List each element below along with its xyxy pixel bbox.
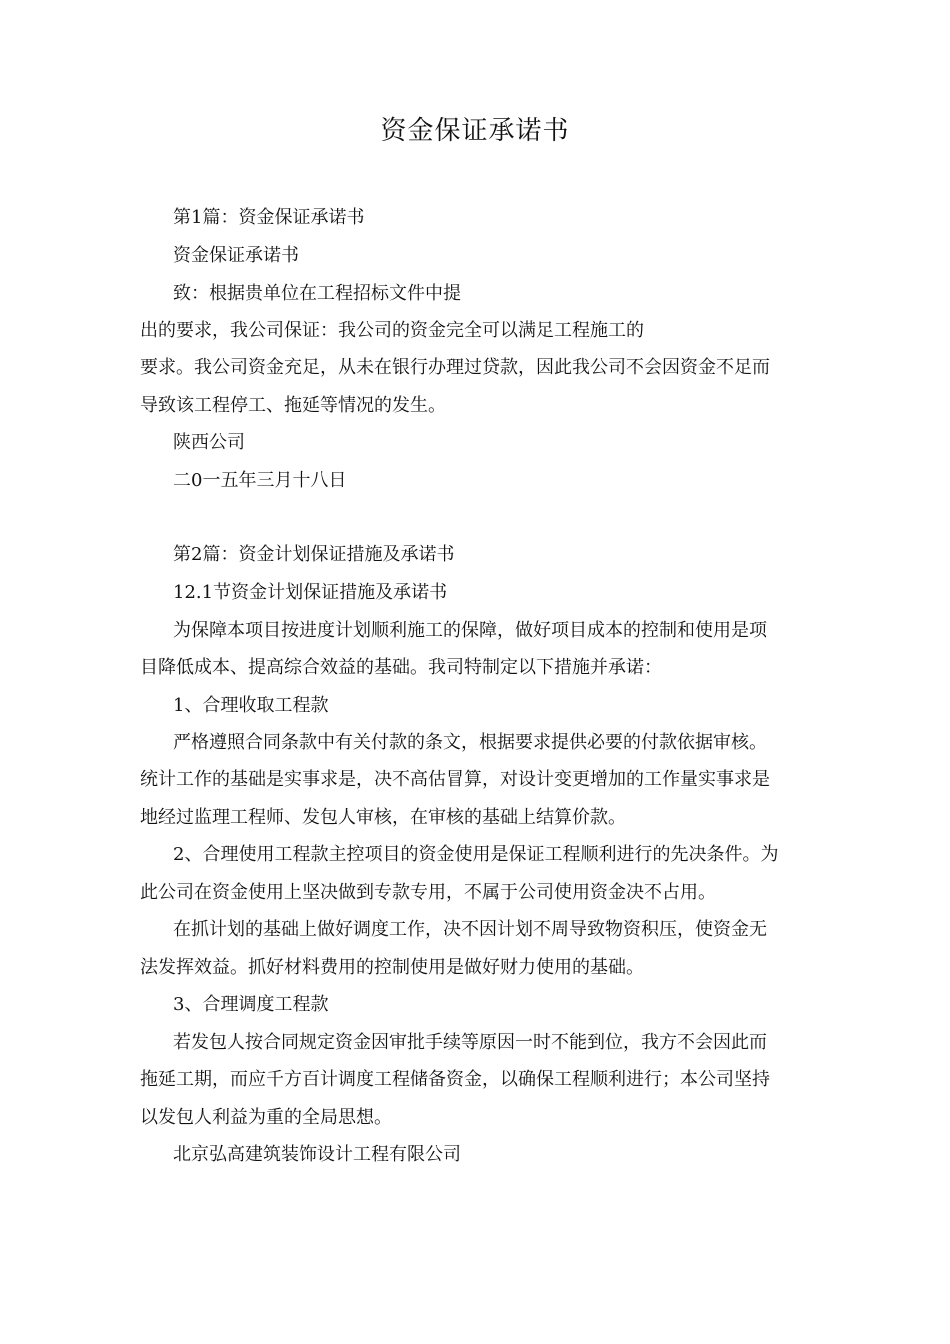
document-title: 资金保证承诺书 (380, 116, 570, 146)
signature-date: 二0一五年三月十八日 (173, 470, 347, 491)
paragraph-line: 致：根据贵单位在工程招标文件中提 (173, 283, 461, 304)
paragraph-line: 以发包人利益为重的全局思想。 (140, 1107, 392, 1128)
paragraph-line: 严格遵照合同条款中有关付款的条文，根据要求提供必要的付款依据审核。 (173, 732, 767, 753)
paragraph-line: 在抓计划的基础上做好调度工作，决不因计划不周导致物资积压，使资金无 (173, 919, 767, 940)
paragraph-line: 导致该工程停工、拖延等情况的发生。 (140, 395, 446, 416)
paragraph-line: 法发挥效益。抓好材料费用的控制使用是做好财力使用的基础。 (140, 957, 644, 978)
signature-company: 陕西公司 (173, 432, 245, 453)
paragraph-line: 2、合理使用工程款主控项目的资金使用是保证工程顺利进行的先决条件。为 (173, 844, 779, 865)
paragraph-line: 要求。我公司资金充足，从未在银行办理过贷款，因此我公司不会因资金不足而 (140, 357, 770, 378)
paragraph-line: 地经过监理工程师、发包人审核，在审核的基础上结算价款。 (140, 807, 626, 828)
signature-company: 北京弘高建筑装饰设计工程有限公司 (173, 1144, 461, 1165)
subsection-heading: 1、合理收取工程款 (173, 695, 329, 716)
section-2-subtitle: 12.1节资金计划保证措施及承诺书 (173, 582, 448, 603)
subsection-heading: 3、合理调度工程款 (173, 994, 329, 1015)
section-2-heading: 第2篇：资金计划保证措施及承诺书 (173, 544, 455, 565)
paragraph-line: 此公司在资金使用上坚决做到专款专用，不属于公司使用资金决不占用。 (140, 882, 716, 903)
section-1-heading: 第1篇：资金保证承诺书 (173, 207, 365, 228)
paragraph-line: 为保障本项目按进度计划顺利施工的保障，做好项目成本的控制和使用是项 (173, 620, 767, 641)
paragraph-line: 统计工作的基础是实事求是，决不高估冒算，对设计变更增加的工作量实事求是 (140, 769, 770, 790)
paragraph-line: 若发包人按合同规定资金因审批手续等原因一时不能到位，我方不会因此而 (173, 1032, 767, 1053)
paragraph-line: 目降低成本、提高综合效益的基础。我司特制定以下措施并承诺： (140, 657, 662, 678)
paragraph-line: 拖延工期，而应千方百计调度工程储备资金，以确保工程顺利进行；本公司坚持 (140, 1069, 770, 1090)
paragraph-line: 出的要求，我公司保证：我公司的资金完全可以满足工程施工的 (140, 320, 644, 341)
section-1-subtitle: 资金保证承诺书 (173, 245, 299, 266)
